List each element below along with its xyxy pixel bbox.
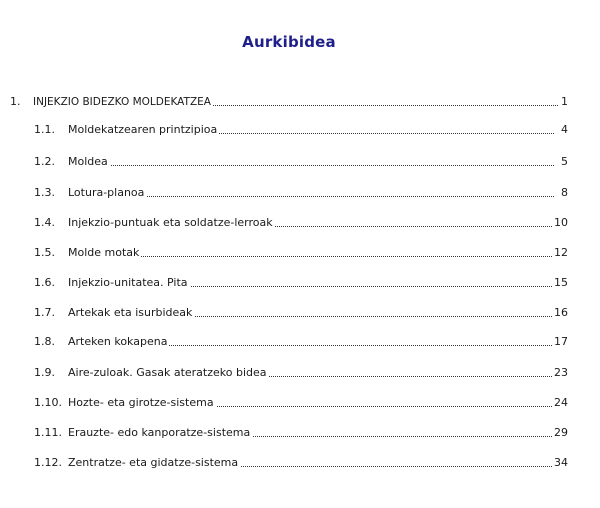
dot-leader — [68, 165, 554, 166]
section-number: 1.11. — [34, 426, 62, 439]
section-page-number: 34 — [554, 456, 568, 469]
toc-section-entry[interactable] — [0, 365, 600, 381]
chapter-page-number: 1 — [561, 95, 568, 108]
section-number: 1.7. — [34, 306, 55, 319]
section-page-number: 12 — [554, 246, 568, 259]
chapter-label: INJEKZIO BIDEZKO MOLDEKATZEA — [33, 96, 211, 108]
section-number: 1.4. — [34, 216, 55, 229]
section-page-number: 17 — [554, 335, 568, 348]
section-label: Injekzio-unitatea. Pita — [68, 276, 188, 289]
section-label: Moldea — [68, 155, 108, 168]
section-number: 1.12. — [34, 456, 62, 469]
section-label: Erauzte- edo kanporatze-sistema — [68, 426, 251, 439]
toc-section-entry[interactable] — [0, 455, 600, 471]
toc-section-entry[interactable] — [0, 334, 600, 350]
section-label: Arteken kokapena — [68, 335, 168, 348]
chapter-number: 1. — [10, 95, 21, 108]
section-label: Artekak eta isurbideak — [68, 306, 193, 319]
toc-section-entry[interactable] — [0, 395, 600, 411]
section-page-number: 15 — [554, 276, 568, 289]
section-label: Zentratze- eta gidatze-sistema — [68, 456, 239, 469]
section-label: Moldekatzearen printzipioa — [68, 123, 218, 136]
section-page-number: 8 — [561, 186, 568, 199]
section-label: Aire-zuloak. Gasak ateratzeko bidea — [68, 366, 267, 379]
section-page-number: 23 — [554, 366, 568, 379]
section-label: Hozte- eta girotze-sistema — [68, 396, 214, 409]
section-label: Molde motak — [68, 246, 140, 259]
toc-section-entry[interactable] — [0, 215, 600, 231]
section-page-number: 4 — [561, 123, 568, 136]
section-label: Lotura-planoa — [68, 186, 145, 199]
section-number: 1.2. — [34, 155, 55, 168]
toc-section-entry[interactable] — [0, 245, 600, 261]
section-number: 1.10. — [34, 396, 62, 409]
toc-section-entry[interactable] — [0, 305, 600, 321]
section-number: 1.1. — [34, 123, 55, 136]
section-number: 1.5. — [34, 246, 55, 259]
section-page-number: 16 — [554, 306, 568, 319]
section-page-number: 10 — [554, 216, 568, 229]
section-number: 1.9. — [34, 366, 55, 379]
section-number: 1.8. — [34, 335, 55, 348]
toc-section-entry[interactable] — [0, 122, 600, 138]
toc-title: Aurkibidea — [242, 33, 336, 51]
section-page-number: 5 — [561, 155, 568, 168]
section-number: 1.6. — [34, 276, 55, 289]
section-label: Injekzio-puntuak eta soldatze-lerroak — [68, 216, 273, 229]
section-page-number: 29 — [554, 426, 568, 439]
toc-section-entry[interactable] — [0, 154, 600, 170]
toc-section-entry[interactable] — [0, 425, 600, 441]
toc-chapter-entry[interactable] — [0, 94, 600, 110]
toc-section-entry[interactable] — [0, 185, 600, 201]
toc-section-entry[interactable] — [0, 275, 600, 291]
section-page-number: 24 — [554, 396, 568, 409]
section-number: 1.3. — [34, 186, 55, 199]
